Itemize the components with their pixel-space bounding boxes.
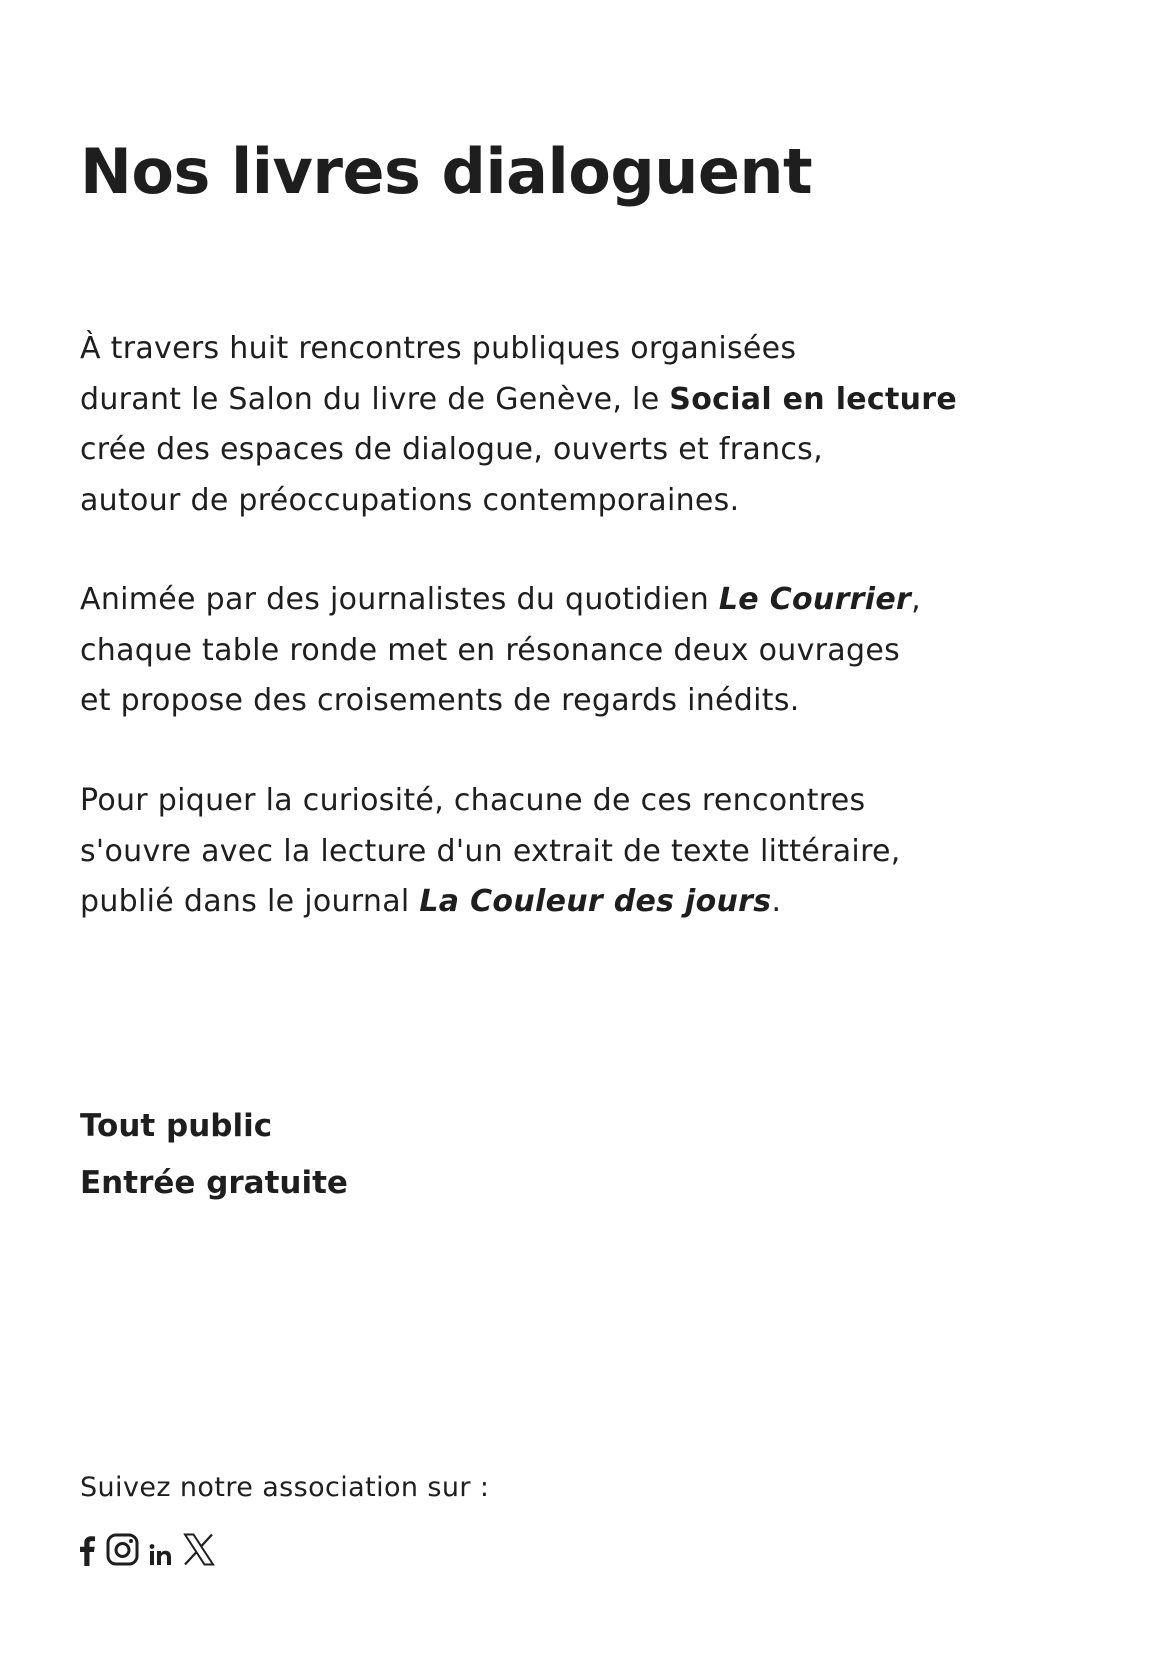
text-line: autour de préoccupations contemporaines. (80, 482, 740, 518)
linkedin-icon (149, 1544, 173, 1566)
facebook-link[interactable] (78, 1534, 96, 1566)
reading-paragraph (80, 776, 1140, 928)
text-line (80, 877, 1140, 928)
linkedin-link[interactable] (149, 1544, 173, 1566)
text-line: Pour piquer la curiosité, chacune de ces rencontres (80, 783, 866, 818)
text-fragment: , (911, 582, 921, 617)
text-line: À travers huit rencontres publiques organisées (80, 331, 797, 366)
text-line (80, 375, 1140, 426)
instagram-link[interactable] (106, 1533, 139, 1566)
instagram-icon (106, 1533, 139, 1566)
newspaper-name: Le Courrier (718, 582, 912, 617)
audience-label: Tout public (80, 1108, 273, 1144)
facebook-icon (78, 1534, 96, 1566)
page-title: Nos livres dialoguent (80, 135, 813, 208)
organization-name: Social en lecture (669, 381, 958, 417)
moderation-paragraph (80, 575, 1140, 727)
event-info (80, 1098, 348, 1212)
text-fragment: durant le Salon du livre de Genève, le (80, 381, 670, 417)
text-fragment: Animée par des journalistes du quotidien (80, 582, 719, 617)
text-fragment: publié dans le journal (80, 884, 420, 919)
text-line: crée des espaces de dialogue, ouverts et francs, (80, 432, 823, 467)
text-line (80, 575, 1140, 626)
text-line: s'ouvre avec la lecture d'un extrait de texte littéraire, (80, 833, 901, 869)
x-icon (183, 1533, 215, 1566)
text-line: et propose des croisements de regards inédits. (80, 683, 800, 718)
text-line: chaque table ronde met en résonance deux ouvrages (80, 632, 901, 668)
x-link[interactable] (183, 1533, 215, 1566)
admission-label: Entrée gratuite (80, 1165, 348, 1201)
follow-label: Suivez notre association sur : (80, 1472, 490, 1503)
intro-paragraph (80, 324, 1140, 526)
journal-name: La Couleur des jours (419, 884, 772, 919)
text-fragment: . (771, 884, 782, 919)
social-links (78, 1530, 215, 1566)
